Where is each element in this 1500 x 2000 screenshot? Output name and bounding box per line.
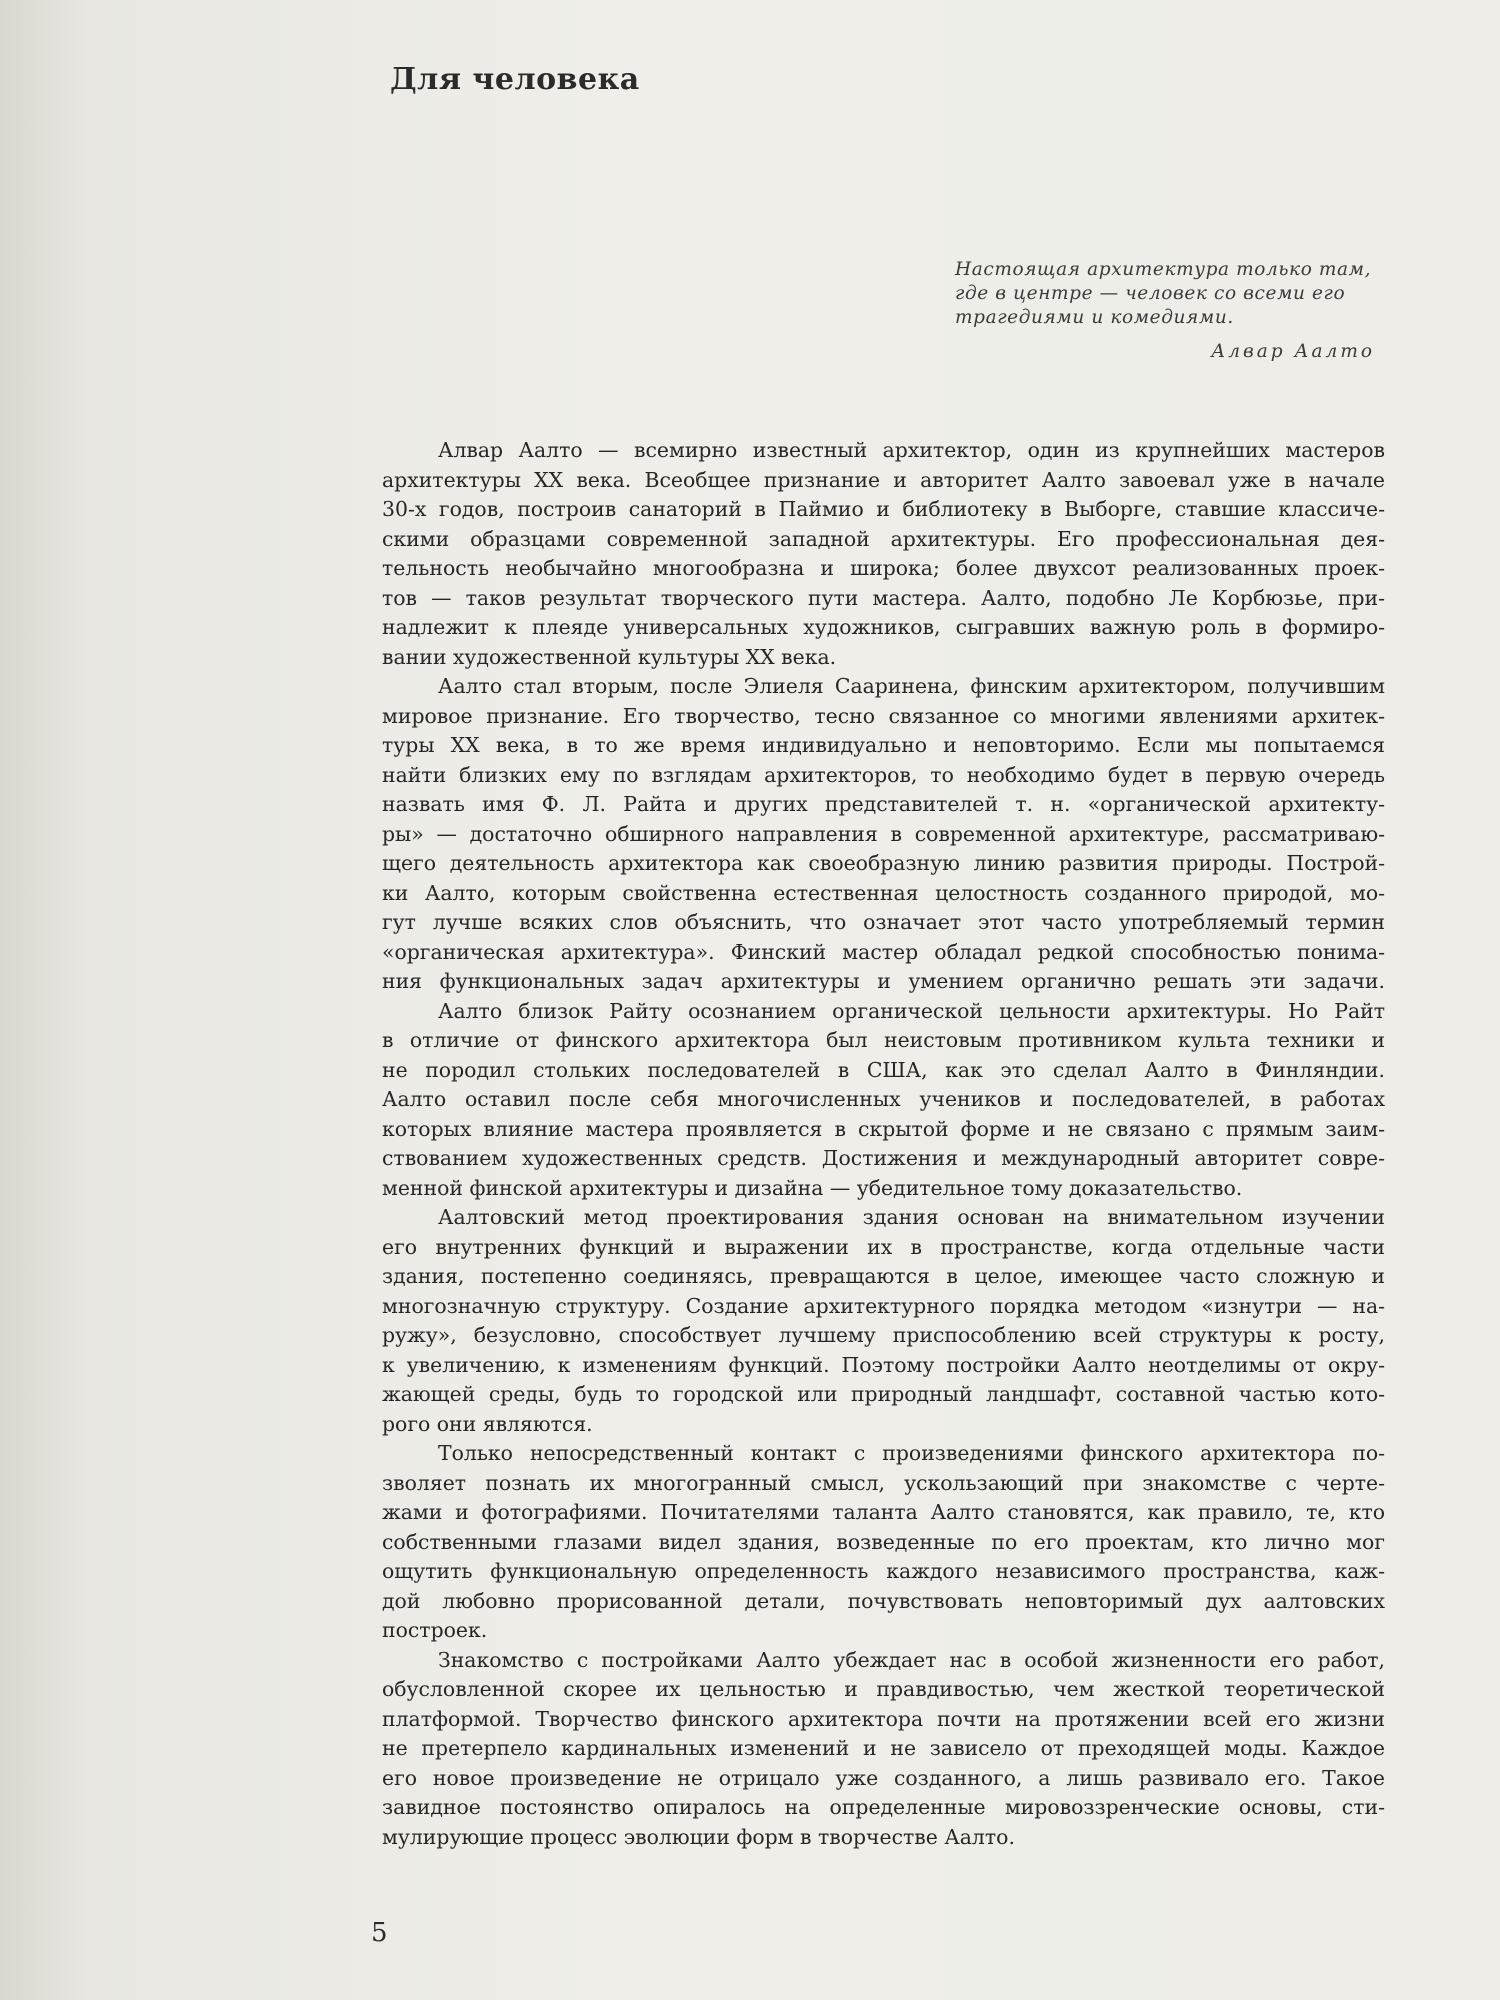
text-line: щего деятельность архитектора как своеобразную линию развития природы. Построй- [382,851,1385,875]
page-number: 5 [371,1918,388,1948]
text-line: Аалто стал вторым, после Элиеля Сааринена, финским архитектором, получившим [438,674,1385,698]
text-line: обусловленной скорее их цельностью и правдивостью, чем жесткой теоретической [382,1677,1385,1701]
text-line: тов — таков результат творческого пути мастера. Аалто, подобно Ле Корбюзье, при- [382,585,1385,610]
text-line: менной финской архитектуры и дизайна — убедительное тому доказательство. [382,1175,1243,1200]
text-line: здания, постепенно соединяясь, превращаются в целое, имеющее часто сложную и [382,1264,1385,1288]
text-line: ощутить функциональную определенность каждого независимого пространства, каж- [382,1559,1385,1583]
text-line: платформой. Творчество финского архитектора почти на протяжении всей его жизни [382,1706,1385,1731]
text-line: Алвар Аалто — всемирно известный архитектор, один из крупнейших мастеров [438,438,1385,462]
text-line: Только непосредственный контакт с произведениями финского архитектора по- [438,1441,1385,1465]
text-line: архитектуры XX века. Всеобщее признание и авторитет Аалто завоевал уже в начале [382,467,1385,492]
text-line: «органическая архитектура». Финский мастер обладал редкой способностью понима- [382,939,1385,964]
text-line: Аалто оставил после себя многочисленных учеников и последователей, в работах [382,1087,1385,1111]
text-line: ры» — достаточно обширного направления в современной архитектуре, рассматриваю- [382,821,1385,846]
text-line: мулирующие процесс эволюции форм в творчестве Аалто. [382,1824,1015,1849]
text-line: к увеличению, к изменениям функций. Поэтому постройки Аалто неотделимы от окру- [382,1352,1385,1377]
text-line: в отличие от финского архитектора был неистовым противником культа техники и [382,1028,1385,1052]
epigraph-line: трагедиями и комедиями. [955,307,1234,328]
text-line: тельность необычайно многообразна и широка; более двухсот реализованных проек- [382,556,1385,580]
text-line: Аалтовский метод проектирования здания основан на внимательном изучении [438,1205,1385,1229]
text-line: назвать имя Ф. Л. Райта и других представителей т. н. «органической архитекту- [382,792,1385,816]
text-line: найти близких ему по взглядам архитекторов, то необходимо будет в первую очередь [382,762,1385,787]
text-line: скими образцами современной западной архитектуры. Его профессиональная дея- [382,526,1385,551]
text-line: которых влияние мастера проявляется в скрытой форме и не связано с прямым заим- [382,1116,1385,1141]
text-line: жающей среды, будь то городской или природный ландшафт, составной частью кото- [382,1382,1385,1406]
text-line: гут лучше всяких слов объяснить, что означает этот часто употребляемый термин [382,910,1385,934]
text-line: не претерпело кардинальных изменений и не зависело от преходящей моды. Каждое [382,1736,1385,1760]
text-line: Аалто близок Райту осознанием органической цельности архитектуры. Но Райт [438,998,1385,1023]
text-line: жами и фотографиями. Почитателями таланта Аалто становятся, как правило, те, кто [382,1500,1385,1524]
text-line: рого они являются. [382,1411,593,1436]
text-line: ния функциональных задач архитектуры и умением органично решать эти задачи. [382,969,1385,993]
text-line: завидное постоянство опиралось на определенные мировоззренческие основы, сти- [382,1795,1385,1819]
text-line: его внутренних функций и выражении их в пространстве, когда отдельные части [382,1234,1385,1259]
epigraph-line: где в центре — человек со всеми его [955,283,1346,304]
body-text [382,436,1385,1852]
text-line: собственными глазами видел здания, возведенные по его проектам, кто лично мог [382,1529,1385,1554]
epigraph-line: Настоящая архитектура только там, [955,259,1372,280]
text-line: его новое произведение не отрицало уже созданного, а лишь развивало его. Такое [382,1765,1385,1790]
text-line: построек. [382,1618,488,1642]
text-line: зволяет познать их многогранный смысл, ускользающий при знакомстве с черте- [382,1470,1385,1495]
text-line: ки Аалто, которым свойственна естественная целостность созданного природой, мо- [382,880,1385,905]
text-line: Знакомство с постройками Аалто убеждает нас в особой жизненности его работ, [438,1647,1385,1672]
epigraph-author: Алвар Аалто [1211,341,1375,362]
text-line: вании художественной культуры XX века. [382,644,837,669]
text-line: не породил стольких последователей в США, как это сделал Аалто в Финляндии. [382,1057,1385,1082]
epigraph [955,258,1375,364]
text-line: 30-х годов, построив санаторий в Паймио и библиотеку в Выборге, ставшие классиче- [382,497,1385,521]
text-line: дой любовно прорисованной детали, почувствовать неповторимый дух аалтовских [382,1588,1385,1613]
text-line: ружу», безусловно, способствует лучшему приспособлению всей структуры к росту, [382,1323,1385,1347]
text-line: надлежит к плеяде универсальных художников, сыгравших важную роль в формиро- [382,615,1385,639]
page-heading: Для человека [390,62,640,97]
text-line: ствованием художественных средств. Достижения и международный авторитет совре- [382,1146,1385,1170]
text-line: туры XX века, в то же время индивидуально и неповторимо. Если мы попытаемся [382,733,1385,757]
text-line: многозначную структуру. Создание архитектурного порядка методом «изнутри — на- [382,1293,1385,1318]
text-line: мировое признание. Его творчество, тесно связанное со многими явлениями архитек- [382,703,1385,728]
